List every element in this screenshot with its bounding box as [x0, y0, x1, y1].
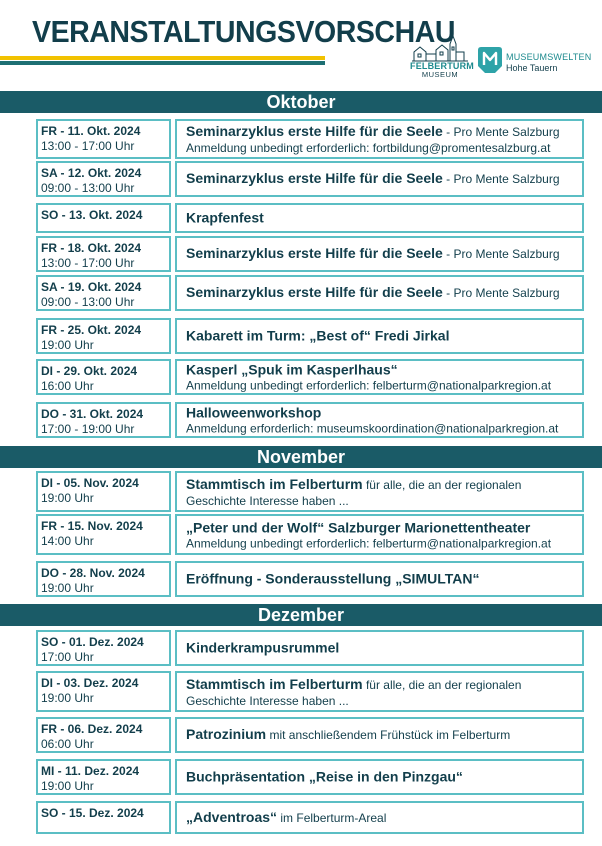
event-time: 13:00 - 17:00 Uhr — [41, 139, 135, 153]
event-time: 19:00 Uhr — [41, 491, 94, 505]
event-title: Buchpräsentation „Reise in den Pinzgau“ — [186, 768, 463, 785]
event-date-box — [36, 514, 171, 555]
event-organizer: im Felberturm-Areal — [277, 810, 387, 825]
event-title-line — [186, 769, 576, 786]
event-title: Kabarett im Turm: „Best of“ Fredi Jirkal — [186, 327, 450, 344]
event-date-box — [36, 717, 171, 753]
event-note: Geschichte Interesse haben ... — [186, 693, 349, 708]
event-row — [36, 402, 584, 438]
event-details-box — [175, 801, 584, 834]
event-details-box — [175, 759, 584, 795]
event-row — [36, 561, 584, 597]
event-title-line — [186, 676, 576, 694]
event-date-box — [36, 359, 171, 395]
event-title: Seminarzyklus erste Hilfe für die Seele — [186, 245, 443, 261]
event-title: Kinderkrampusrummel — [186, 639, 340, 656]
event-title-line — [186, 245, 576, 263]
event-organizer: - Pro Mente Salzburg — [442, 172, 560, 186]
event-title-line — [186, 362, 576, 379]
event-title-line — [186, 519, 576, 536]
event-date-box — [36, 236, 171, 272]
event-row — [36, 759, 584, 795]
event-title: Seminarzyklus erste Hilfe für die Seele — [186, 123, 443, 139]
event-date: SA - 12. Okt. 2024 — [41, 166, 142, 180]
event-row — [36, 119, 584, 159]
event-title: Seminarzyklus erste Hilfe für die Seele — [186, 284, 443, 300]
event-time: 06:00 Uhr — [41, 737, 94, 751]
event-details-box — [175, 514, 584, 555]
month-header-oktober: Oktober — [0, 91, 602, 113]
event-details-box — [175, 318, 584, 354]
title-underline-yellow — [0, 56, 325, 60]
event-date: SO - 13. Okt. 2024 — [41, 208, 143, 222]
month-header-november: November — [0, 446, 602, 468]
event-title: Halloweenworkshop — [186, 404, 322, 421]
event-date: DO - 31. Okt. 2024 — [41, 407, 144, 421]
event-details-box — [175, 161, 584, 197]
event-note: Anmeldung erforderlich: museumskoordination@nationalparkregion.at — [186, 421, 559, 436]
event-details-box — [175, 561, 584, 597]
event-title-line — [186, 123, 576, 141]
event-date: SA - 19. Okt. 2024 — [41, 280, 142, 294]
event-organizer: - Pro Mente Salzburg — [442, 286, 560, 300]
event-date: FR - 11. Okt. 2024 — [41, 124, 141, 138]
event-date: SO - 01. Dez. 2024 — [41, 635, 144, 649]
event-date: MI - 11. Dez. 2024 — [41, 764, 140, 778]
event-title-line — [186, 284, 576, 302]
event-title: Seminarzyklus erste Hilfe für die Seele — [186, 170, 443, 186]
event-time: 19:00 Uhr — [41, 779, 94, 793]
museumswelten-logo-sub: Hohe Tauern — [506, 63, 558, 73]
event-date-box — [36, 471, 171, 512]
event-date: FR - 18. Okt. 2024 — [41, 241, 142, 255]
event-row — [36, 514, 584, 555]
felberturm-logo — [410, 32, 474, 88]
event-title-line — [186, 210, 576, 227]
event-title-line — [186, 640, 576, 657]
tower-icon — [412, 32, 468, 62]
event-date-box — [36, 671, 171, 712]
event-date: FR - 06. Dez. 2024 — [41, 722, 143, 736]
event-date: FR - 15. Nov. 2024 — [41, 519, 143, 533]
event-organizer: - Pro Mente Salzburg — [442, 125, 560, 139]
event-title: Eröffnung - Sonderausstellung „SIMULTAN“ — [186, 570, 480, 587]
event-title-line — [186, 476, 576, 494]
event-row — [36, 671, 584, 712]
event-date: DI - 03. Dez. 2024 — [41, 676, 139, 690]
event-organizer: - Pro Mente Salzburg — [442, 247, 560, 261]
event-note: Anmeldung unbedingt erforderlich: felberturm@nationalparkregion.at — [186, 378, 552, 393]
event-title-line — [186, 571, 576, 588]
event-row — [36, 801, 584, 834]
event-date-box — [36, 801, 171, 834]
event-row — [36, 717, 584, 753]
event-details-box — [175, 236, 584, 272]
event-title: „Adventroas“ — [186, 808, 278, 825]
event-row — [36, 359, 584, 395]
event-note: Geschichte Interesse haben ... — [186, 493, 349, 508]
museumswelten-logo-name: MUSEUMSWELTEN — [506, 52, 592, 62]
event-date: DI - 29. Okt. 2024 — [41, 364, 138, 378]
event-time: 17:00 Uhr — [41, 650, 94, 664]
felberturm-logo-sub: MUSEUM — [421, 70, 459, 79]
month-header-dezember: Dezember — [0, 604, 602, 626]
event-date-box — [36, 275, 171, 311]
event-date-box — [36, 318, 171, 354]
event-details-box — [175, 717, 584, 753]
event-title-line — [186, 809, 576, 827]
event-row — [36, 318, 584, 354]
event-time: 09:00 - 13:00 Uhr — [41, 181, 135, 195]
event-time: 19:00 Uhr — [41, 581, 94, 595]
event-title: Stammtisch im Felberturm — [186, 475, 363, 492]
event-organizer: mit anschließendem Frühstück im Felberturm — [266, 728, 511, 742]
event-details-box — [175, 119, 584, 159]
museumswelten-logo — [477, 46, 597, 76]
event-title: „Peter und der Wolf“ Salzburger Marionettentheater — [186, 519, 531, 535]
event-date-box — [36, 119, 171, 159]
event-title-line — [186, 328, 576, 345]
felberturm-logo-name: FELBERTURM — [410, 61, 474, 71]
event-date-box — [36, 203, 171, 233]
event-date-box — [36, 161, 171, 197]
event-date: DO - 28. Nov. 2024 — [41, 566, 145, 580]
page-header — [0, 0, 602, 90]
event-note: Anmeldung unbedingt erforderlich: felberturm@nationalparkregion.at — [186, 536, 552, 550]
event-title-line — [186, 405, 576, 422]
event-details-box — [175, 275, 584, 311]
event-row — [36, 236, 584, 272]
event-date-box — [36, 759, 171, 795]
event-date: SO - 15. Dez. 2024 — [41, 806, 144, 820]
event-time: 19:00 Uhr — [41, 338, 94, 352]
event-title: Patrozinium — [186, 726, 267, 742]
event-time: 14:00 Uhr — [41, 534, 94, 548]
event-note: Anmeldung unbedingt erforderlich: fortbildung@promentesalzburg.at — [186, 141, 551, 155]
event-details-box — [175, 630, 584, 666]
title-underline-teal — [0, 61, 325, 65]
event-time: 16:00 Uhr — [41, 379, 94, 393]
event-row — [36, 471, 584, 512]
page-title: VERANSTALTUNGSVORSCHAU — [32, 14, 455, 49]
event-time: 09:00 - 13:00 Uhr — [41, 295, 135, 309]
event-organizer: für alle, die an der regionalen — [362, 477, 522, 492]
event-title: Stammtisch im Felberturm — [186, 675, 363, 692]
event-title-line — [186, 726, 576, 744]
event-organizer: für alle, die an der regionalen — [362, 677, 522, 692]
event-title: Kasperl „Spuk im Kasperlhaus“ — [186, 361, 398, 378]
event-details-box — [175, 471, 584, 512]
museumswelten-mark-icon — [477, 46, 503, 74]
event-date-box — [36, 561, 171, 597]
event-row — [36, 630, 584, 666]
event-details-box — [175, 402, 584, 438]
event-details-box — [175, 203, 584, 233]
event-title: Krapfenfest — [186, 209, 264, 226]
event-details-box — [175, 359, 584, 395]
event-date-box — [36, 402, 171, 438]
event-time: 19:00 Uhr — [41, 691, 94, 705]
event-title-line — [186, 170, 576, 188]
event-time: 17:00 - 19:00 Uhr — [41, 422, 135, 436]
event-row — [36, 161, 584, 197]
event-row — [36, 275, 584, 311]
event-date: FR - 25. Okt. 2024 — [41, 323, 142, 337]
event-date-box — [36, 630, 171, 666]
event-details-box — [175, 671, 584, 712]
event-time: 13:00 - 17:00 Uhr — [41, 256, 135, 270]
event-row — [36, 203, 584, 233]
event-date: DI - 05. Nov. 2024 — [41, 476, 139, 490]
